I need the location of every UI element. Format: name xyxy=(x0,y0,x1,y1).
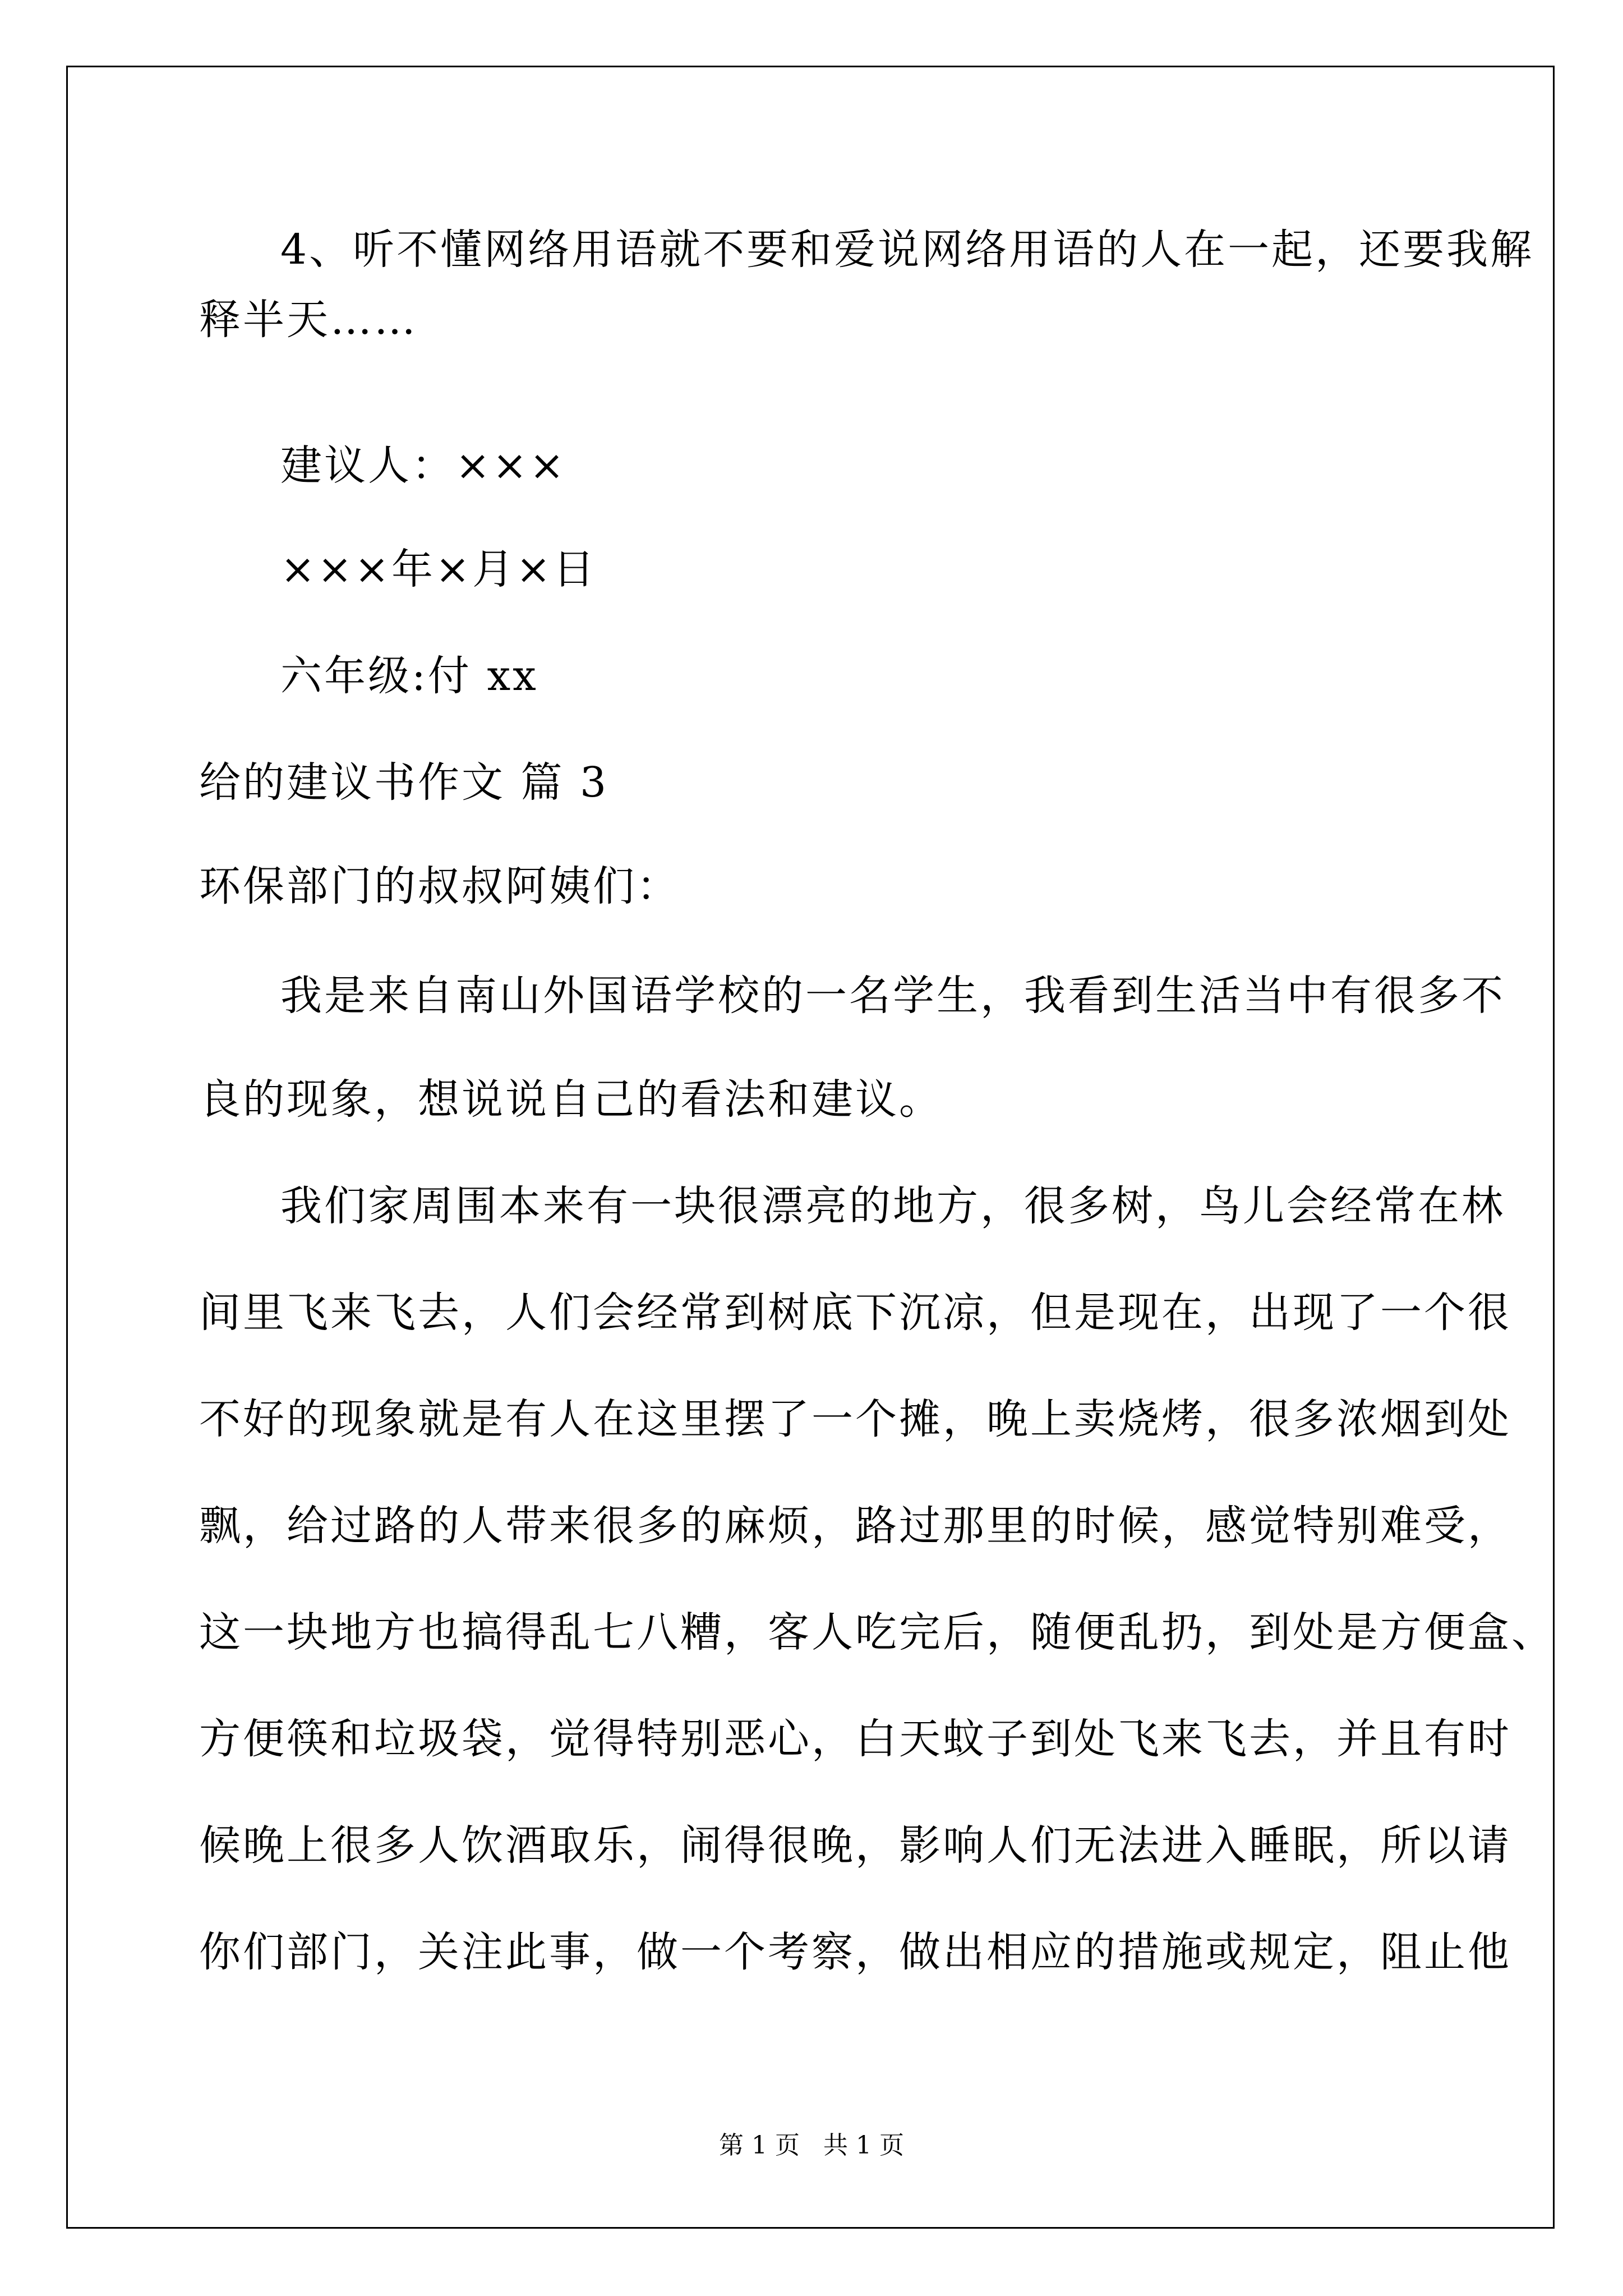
author-line: 六年级:付 xx xyxy=(280,652,538,700)
paragraph-line: 4、听不懂网络用语就不要和爱说网络用语的人在一起，还要我解 xyxy=(280,226,1534,274)
paragraph-line: 我是来自南山外国语学校的一名学生，我看到生活当中有很多不 xyxy=(280,972,1505,1020)
paragraph-line: 释半天…… xyxy=(199,296,418,344)
paragraph-line: 飘，给过路的人带来很多的麻烦，路过那里的时候，感觉特别难受， xyxy=(199,1502,1511,1550)
page-border xyxy=(66,66,1555,2229)
paragraph-line: 候晚上很多人饮酒取乐，闹得很晚，影响人们无法进入睡眠，所以请 xyxy=(199,1821,1511,1870)
salutation: 环保部门的叔叔阿姨们： xyxy=(199,862,680,910)
paragraph-line: 我们家周围本来有一块很漂亮的地方，很多树，鸟儿会经常在林 xyxy=(280,1182,1505,1230)
date-line: ×××年×月×日 xyxy=(280,545,597,593)
paragraph-line: 间里飞来飞去，人们会经常到树底下沉凉，但是现在，出现了一个很 xyxy=(199,1289,1511,1337)
signature-line: 建议人：××× xyxy=(280,441,567,490)
page-footer: 第 1 页 共 1 页 xyxy=(719,2131,904,2160)
paragraph-line: 良的现象，想说说自己的看法和建议。 xyxy=(199,1075,943,1124)
paragraph-line: 你们部门，关注此事，做一个考察，做出相应的措施或规定，阻止他 xyxy=(199,1928,1511,1976)
paragraph-line: 这一块地方也搞得乱七八糟，客人吃完后，随便乱扔，到处是方便盒、 xyxy=(199,1608,1555,1657)
section-heading: 给的建议书作文 篇 3 xyxy=(199,758,609,807)
paragraph-line: 不好的现象就是有人在这里摆了一个摊，晚上卖烧烤，很多浓烟到处 xyxy=(199,1395,1511,1443)
paragraph-line: 方便筷和垃圾袋，觉得特别恶心，白天蚊子到处飞来飞去，并且有时 xyxy=(199,1715,1511,1763)
